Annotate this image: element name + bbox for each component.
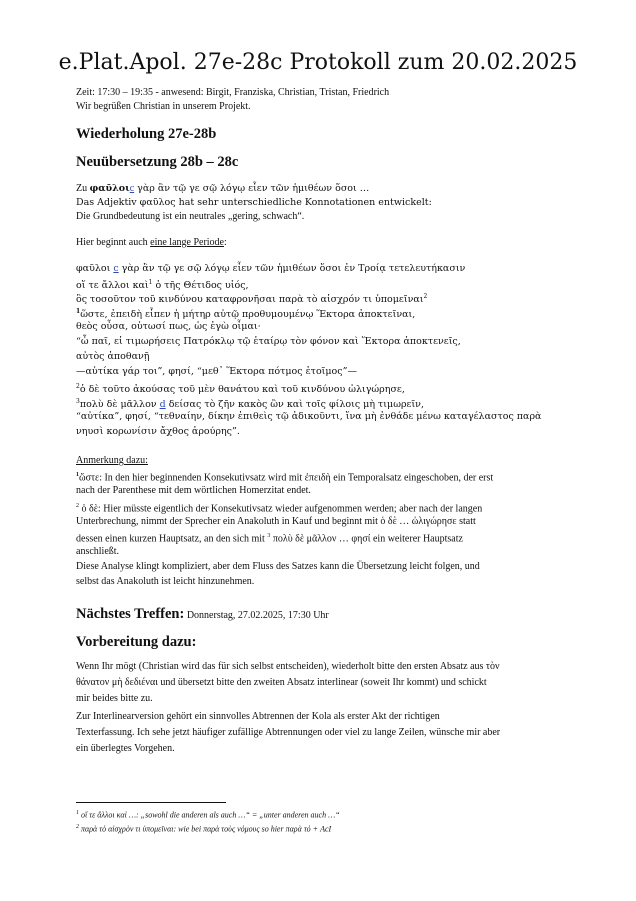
footnote-ref-2[interactable]: 2 [423,293,428,300]
anmerkung-heading: Anmerkung dazu: [76,455,148,466]
heading-neuuebersetzung: Neuübersetzung 28b – 28c [76,154,239,170]
anmerkung-line-6: anschließt. [76,546,120,557]
note-marker-2: 2 [76,503,79,509]
footnote-divider [76,802,226,803]
greek-text: ὁ τῆς Θέτιδος υἱός, [152,280,249,292]
periode-colon: : [224,237,227,248]
greek-text: δείσας τὸ ζῆν κακὸς ὢν καὶ τοῖς φίλοις μὴ τιμωρεῖν, [165,399,424,411]
anmerkung-text: πολὺ δὲ μᾶλλον … φησί ein weiterer Hauptsatz [270,533,463,545]
anmerkung-text: ὥστε: In den hier beginnenden Konsekutivsatz wird mit ἐπειδὴ ein Temporalsatz eingeschoben, der erst [79,472,494,484]
greek-line-3 [76,290,427,306]
note-marker-1: 1 [76,308,81,315]
greek-line-12: νηυσὶ κορωνίσιν ἄχθος ἀρούρης”. [76,426,240,437]
stephanus-mark-c[interactable]: c [113,263,119,274]
stephanus-mark-d[interactable]: d [159,399,166,411]
anmerkung-text: dessen einen kurzen Hauptsatz, an den sich mit [76,533,268,545]
page-title: e.Plat.Apol. 27e-28c Protokoll zum 20.02.2025 [58,50,578,75]
anmerkung-line-8: selbst das Anakoluth ist leicht hinzunehmen. [76,576,255,587]
next-meeting [76,606,329,623]
footnote-1 [76,810,340,820]
footnote-2 [76,824,331,834]
anmerkung-line-5 [76,530,463,545]
intro-keyword: φαῦλοι [89,183,130,194]
intro-prefix: Zu [76,183,90,194]
footnote-number-2: 2 [76,824,79,830]
note-marker-1: 1 [76,472,79,478]
meta-zeit: Zeit: 17:30 – 19:35 - anwesend: Birgit, Franziska, Christian, Tristan, Friedrich [76,87,390,98]
note-marker-3: 3 [267,533,271,539]
greek-line-11: “αὐτίκα”, φησί, “τεθναίην, δίκην ἐπιθεὶς τῷ ἀδικοῦντι, ἵνα μὴ ἐνθάδε μένω καταγέλαστος παρὰ [76,411,542,422]
footnote-ref-1[interactable]: 1 [148,279,153,286]
greek-line-10 [76,395,424,411]
intro-line-2 [76,196,432,209]
greek-text: γὰρ ἂν τῷ γε σῷ λόγῳ εἶεν τῶν ἡμιθέων ὅσοι ἐν Τροίᾳ τετελευτήκασιν [118,263,466,274]
vorbereitung-line-5: Texterfassung. Ich sehe jetzt häufiger zufällige Abtrennungen oder viel zu lange Zeilen, wünsche mir aber [76,727,501,738]
greek-line-7: αὐτὸς ἀποθανῇ [76,351,150,362]
greek-text: ὥστε, ἐπειδὴ εἶπεν ἡ μήτηρ αὐτῷ προθυμουμένῳ Ἕκτορα ἀποκτεῖναι, [80,309,416,321]
next-meeting-date: Donnerstag, 27.02.2025, 17:30 Uhr [184,610,329,621]
anmerkung-line-4: Unterbrechung, nimmt der Sprecher ein Anakoluth in Kauf und beginnt mit ὁ δὲ … ὠλιγώρησε statt [76,516,476,527]
periode-link[interactable]: eine lange Periode [150,237,224,248]
anmerkung-line-2: nach der Parenthese mit dem wörtlichen Homerzitat endet. [76,485,311,496]
footnote-text-1: οἵ τε ἄλλοι καὶ …: „sowohl die anderen als auch …“ = „unter anderen auch …“ [81,810,340,820]
vorbereitung-line-2: θάνατον μὴ δεδιέναι und übersetzt bitte den zweiten Absatz interlinear (soweit Ihr kommt) und schickt [76,677,487,688]
stephanus-mark-c[interactable]: c [129,183,135,194]
intro-line-3: Die Grundbedeutung ist ein neutrales „gering, schwach“. [76,211,305,222]
greek-text: φαῦλοι [76,263,114,274]
anmerkung-line-1 [76,469,493,484]
heading-wiederholung: Wiederholung 27e-28b [76,126,217,142]
periode-prefix: Hier beginnt auch [76,237,151,248]
vorbereitung-line-6: ein überlegtes Vorgehen. [76,743,175,754]
note-marker-2: 2 [76,383,80,390]
vorbereitung-line-3: mir beides bitte zu. [76,693,153,704]
greek-line-1 [76,262,465,275]
greek-text: ὁ δὲ τοῦτο ἀκούσας τοῦ μὲν θανάτου καὶ τοῦ κινδύνου ὠλιγώρησε, [79,384,405,396]
vorbereitung-line-4: Zur Interlinearversion gehört ein sinnvolles Abtrennen der Kola als erster Akt der richtigen [76,711,440,722]
vorbereitung-line-1: Wenn Ihr mögt (Christian wird das für sich selbst entscheiden), wiederholt bitte den ersten Absatz aus τὸν [76,661,500,672]
periode-line [76,236,227,249]
greek-line-5: θεὸς οὖσα, οὑτωσί πως, ὡς ἐγὼ οἶμαι· [76,321,261,332]
greek-line-9 [76,380,405,396]
greek-text: οἵ τε ἄλλοι καὶ [76,280,149,292]
anmerkung-line-7: Diese Analyse klingt kompliziert, aber dem Fluss des Satzes kann die Übersetzung leicht folgen, und [76,561,480,572]
vorbereitung-heading: Vorbereitung dazu: [76,634,197,650]
note-marker-3: 3 [76,398,80,405]
footnote-number-1: 1 [76,810,79,816]
anmerkung-line-3 [76,500,482,515]
intro-greek: γὰρ ἂν τῷ γε σῷ λόγῳ εἶεν τῶν ἡμιθέων ὅσοι … [134,183,370,194]
intro-line-1 [76,182,369,195]
intro-text-2: Das Adjektiv φαῦλος hat sehr unterschiedliche Konnotationen entwickelt: [76,197,432,208]
footnote-text-2: παρὰ τὸ αἰσχρὸν τι ὑπομεῖναι: wie bei παρὰ τοὺς νόμους so hier παρὰ τό + AcI [81,824,332,834]
meta-welcome: Wir begrüßen Christian in unserem Projekt. [76,101,251,112]
next-meeting-heading: Nächstes Treffen: [76,606,185,622]
greek-text: πολὺ δὲ μᾶλλον [79,399,160,411]
greek-text: ὃς τοσοῦτον τοῦ κινδύνου καταφρονῆσαι παρὰ τὸ αἰσχρόν τι ὑπομεῖναι [76,294,424,306]
greek-line-4 [76,305,415,321]
anmerkung-text: ὁ δὲ: Hier müsste eigentlich der Konsekutivsatz wieder aufgenommen werden; aber nach der langen [79,503,483,515]
greek-line-8: —αὐτίκα γάρ τοι”, φησί, “μεθ᾽ Ἕκτορα πότμος ἑτοῖμος”— [76,366,357,377]
greek-line-6: “ὦ παῖ, εἰ τιμωρήσεις Πατρόκλῳ τῷ ἑταίρῳ τὸν φόνον καὶ Ἕκτορα ἀποκτενεῖς, [76,336,461,347]
